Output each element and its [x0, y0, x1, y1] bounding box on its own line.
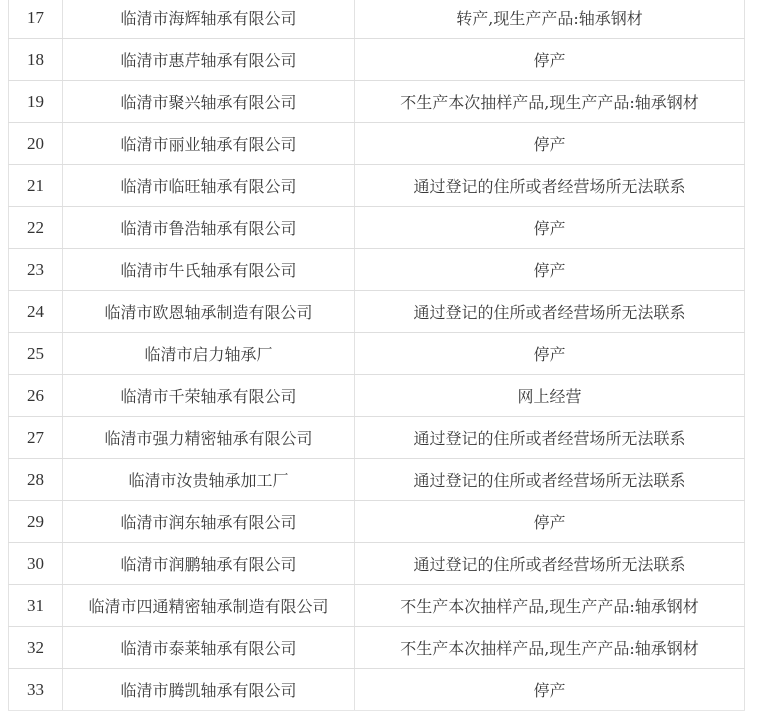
row-number: 28: [9, 459, 63, 501]
company-status: 转产,现生产产品:轴承钢材: [355, 0, 745, 39]
company-name: 临清市强力精密轴承有限公司: [63, 417, 355, 459]
row-number: 18: [9, 39, 63, 81]
row-number: 32: [9, 627, 63, 669]
company-status: 不生产本次抽样产品,现生产产品:轴承钢材: [355, 81, 745, 123]
company-status: 不生产本次抽样产品,现生产产品:轴承钢材: [355, 627, 745, 669]
table-row: [9, 669, 745, 711]
company-status: 停产: [355, 123, 745, 165]
company-status-table-container: [8, 0, 744, 711]
company-name: 临清市腾凯轴承有限公司: [63, 669, 355, 711]
company-name: 临清市启力轴承厂: [63, 333, 355, 375]
company-name: 临清市汝贵轴承加工厂: [63, 459, 355, 501]
row-number: 31: [9, 585, 63, 627]
table-row: [9, 375, 745, 417]
company-status: 不生产本次抽样产品,现生产产品:轴承钢材: [355, 585, 745, 627]
company-name: 临清市四通精密轴承制造有限公司: [63, 585, 355, 627]
table-row: [9, 81, 745, 123]
company-name: 临清市聚兴轴承有限公司: [63, 81, 355, 123]
row-number: 23: [9, 249, 63, 291]
company-name: 临清市临旺轴承有限公司: [63, 165, 355, 207]
row-number: 26: [9, 375, 63, 417]
company-status: 通过登记的住所或者经营场所无法联系: [355, 291, 745, 333]
company-name: 临清市丽业轴承有限公司: [63, 123, 355, 165]
table-row: [9, 627, 745, 669]
row-number: 29: [9, 501, 63, 543]
table-row: [9, 291, 745, 333]
company-status: 通过登记的住所或者经营场所无法联系: [355, 543, 745, 585]
company-name: 临清市润鹏轴承有限公司: [63, 543, 355, 585]
company-status: 停产: [355, 669, 745, 711]
table-row: [9, 165, 745, 207]
company-name: 临清市润东轴承有限公司: [63, 501, 355, 543]
company-status: 停产: [355, 207, 745, 249]
row-number: 30: [9, 543, 63, 585]
company-name: 临清市海辉轴承有限公司: [63, 0, 355, 39]
company-status: 停产: [355, 39, 745, 81]
company-status: 网上经营: [355, 375, 745, 417]
row-number: 19: [9, 81, 63, 123]
table-row: [9, 585, 745, 627]
company-name: 临清市鲁浩轴承有限公司: [63, 207, 355, 249]
company-status: 停产: [355, 501, 745, 543]
table-row: [9, 39, 745, 81]
row-number: 25: [9, 333, 63, 375]
table-row: [9, 207, 745, 249]
company-status: 通过登记的住所或者经营场所无法联系: [355, 459, 745, 501]
row-number: 27: [9, 417, 63, 459]
company-status: 通过登记的住所或者经营场所无法联系: [355, 165, 745, 207]
company-name: 临清市欧恩轴承制造有限公司: [63, 291, 355, 333]
row-number: 17: [9, 0, 63, 39]
row-number: 33: [9, 669, 63, 711]
table-row: [9, 249, 745, 291]
company-status-table: [8, 0, 745, 711]
company-status: 停产: [355, 249, 745, 291]
table-row: [9, 543, 745, 585]
company-status: 通过登记的住所或者经营场所无法联系: [355, 417, 745, 459]
company-name: 临清市惠芹轴承有限公司: [63, 39, 355, 81]
table-row: [9, 123, 745, 165]
company-status: 停产: [355, 333, 745, 375]
table-row: [9, 333, 745, 375]
row-number: 22: [9, 207, 63, 249]
table-body: [9, 0, 745, 711]
table-row: [9, 459, 745, 501]
company-name: 临清市千荣轴承有限公司: [63, 375, 355, 417]
row-number: 24: [9, 291, 63, 333]
company-name: 临清市牛氏轴承有限公司: [63, 249, 355, 291]
row-number: 20: [9, 123, 63, 165]
company-name: 临清市泰莱轴承有限公司: [63, 627, 355, 669]
table-row: [9, 417, 745, 459]
table-row: [9, 0, 745, 39]
table-row: [9, 501, 745, 543]
row-number: 21: [9, 165, 63, 207]
